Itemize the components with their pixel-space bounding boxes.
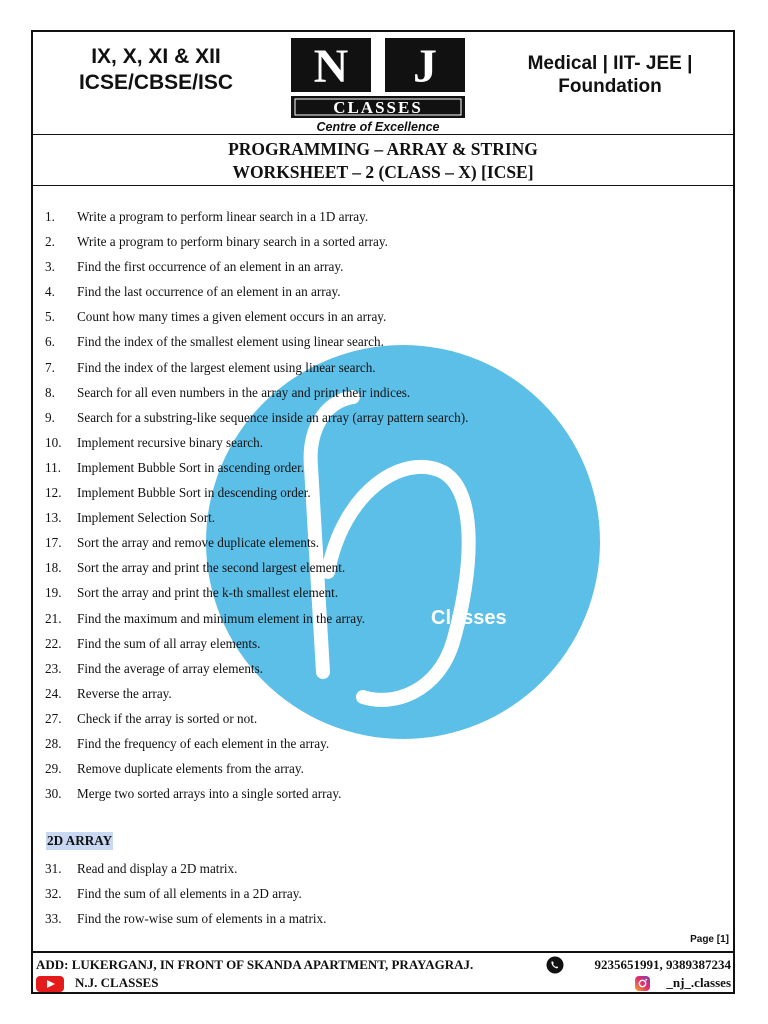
question-list-2d [33,856,733,931]
question-text: Write a program to perform linear search in a 1D array. [77,209,369,224]
question-item [33,731,733,756]
question-number: 6. [45,334,55,350]
question-number: 13. [45,510,62,526]
header [33,32,733,135]
question-item [33,906,733,931]
question-item [33,279,733,304]
question-text: Find the index of the largest element using linear search. [77,359,376,375]
question-text: Implement Bubble Sort in descending order. [77,485,311,501]
instagram-icon [635,976,650,991]
question-number: 3. [45,259,55,275]
footer-address: ADD: LUKERGANJ, IN FRONT OF SKANDA APARTMENT, PRAYAGRAJ. [36,957,474,972]
footer [33,951,733,996]
question-number: 32. [45,886,62,902]
question-item [33,530,733,555]
title-worksheet: WORKSHEET – 2 (CLASS – X) [ICSE] [232,162,534,182]
question-number: 11. [45,459,61,475]
question-number: 23. [45,660,62,676]
question-number: 31. [45,861,62,876]
question-item [33,380,733,405]
page-number: Page [1] [690,934,729,945]
question-text: Sort the array and remove duplicate elements. [77,535,320,551]
question-number: 28. [45,735,62,751]
question-text: Find the row-wise sum of elements in a matrix. [77,911,327,927]
footer-youtube-name: N.J. CLASSES [75,975,159,990]
page-frame [31,30,735,994]
question-item [33,204,733,229]
question-text: Reverse the array. [77,685,172,701]
logo-banner: CLASSES [333,98,423,117]
watermark-text: Classes [431,607,507,629]
question-text: Check if the array is sorted or not. [77,710,258,726]
question-number: 8. [45,384,55,400]
whatsapp-icon [546,956,564,974]
worksheet-title [33,134,733,186]
question-text: Find the average of array elements. [77,660,264,676]
question-number: 21. [45,610,62,626]
question-number: 24. [45,685,62,701]
question-number: 30. [45,786,62,802]
question-number: 1. [45,209,55,224]
question-item [33,656,733,681]
question-text: Search for a substring-like sequence inside an array (array pattern search). [77,409,469,425]
logo-letter: N [313,40,349,93]
header-classes-info [41,44,271,96]
question-number: 2. [45,234,55,250]
question-number: 4. [45,284,55,300]
footer-phones: 9235651991, 9389387234 [594,957,731,972]
question-item [33,631,733,656]
question-number: 29. [45,761,62,777]
question-item [33,606,733,631]
question-text: Find the sum of all elements in a 2D array. [77,886,302,902]
question-text: Write a program to perform binary search in a sorted array. [77,234,388,250]
question-item [33,430,733,455]
question-text: Find the index of the smallest element using linear search. [77,334,384,350]
youtube-icon [36,976,64,992]
question-item [33,480,733,505]
question-item [33,756,733,781]
question-item [33,781,733,806]
question-text: Remove duplicate elements from the array. [77,761,304,777]
header-courses-line2: Foundation [558,76,662,97]
section-heading-2d-array: 2D ARRAY [47,833,113,848]
question-text: Implement recursive binary search. [77,434,264,450]
question-text: Implement Selection Sort. [77,510,216,526]
question-text: Find the sum of all array elements. [77,635,261,651]
question-item [33,405,733,430]
question-text: Find the frequency of each element in the array. [77,735,330,751]
question-number: 19. [45,585,62,601]
question-number: 22. [45,635,62,651]
header-boards: ICSE/CBSE/ISC [78,71,234,94]
logo-tagline: Centre of Excellence [316,120,440,132]
question-text: Find the last occurrence of an element in an array. [77,284,341,300]
nj-classes-logo [287,36,471,132]
question-item [33,505,733,530]
question-item [33,881,733,906]
question-number: 17. [45,535,62,551]
question-number: 27. [45,710,62,726]
question-item [33,329,733,354]
question-number: 18. [45,560,62,576]
question-item [33,455,733,480]
question-item [33,681,733,706]
question-text: Merge two sorted arrays into a single sorted array. [77,786,342,802]
question-text: Sort the array and print the second largest element. [77,560,346,576]
header-grades: IX, X, XI & XII [91,45,221,68]
question-number: 5. [45,309,55,325]
footer-instagram-handle: _nj_.classes [666,975,731,990]
question-number: 12. [45,485,62,501]
question-number: 33. [45,911,62,927]
question-text: Read and display a 2D matrix. [77,861,238,876]
question-text: Count how many times a given element occurs in an array. [77,309,387,325]
question-list [33,204,733,806]
question-text: Search for all even numbers in the array and print their indices. [77,384,411,400]
question-text: Find the maximum and minimum element in the array. [77,610,366,626]
question-number: 7. [45,359,55,375]
header-courses [495,52,725,98]
question-item [33,555,733,580]
question-text: Find the first occurrence of an element in an array. [77,259,344,275]
question-text: Sort the array and print the k-th smallest element. [77,585,339,601]
question-item [33,304,733,329]
question-number: 10. [45,434,62,450]
question-item [33,254,733,279]
header-courses-line1: Medical | IIT- JEE | [527,53,693,74]
question-item [33,229,733,254]
logo-letters [314,40,437,93]
question-number: 9. [45,409,55,425]
question-item [33,706,733,731]
question-text: Implement Bubble Sort in ascending order. [77,459,305,475]
question-item [33,856,733,881]
logo-letter: J [413,40,437,93]
question-item [33,580,733,605]
question-item [33,355,733,380]
title-topic: PROGRAMMING – ARRAY & STRING [228,139,538,159]
